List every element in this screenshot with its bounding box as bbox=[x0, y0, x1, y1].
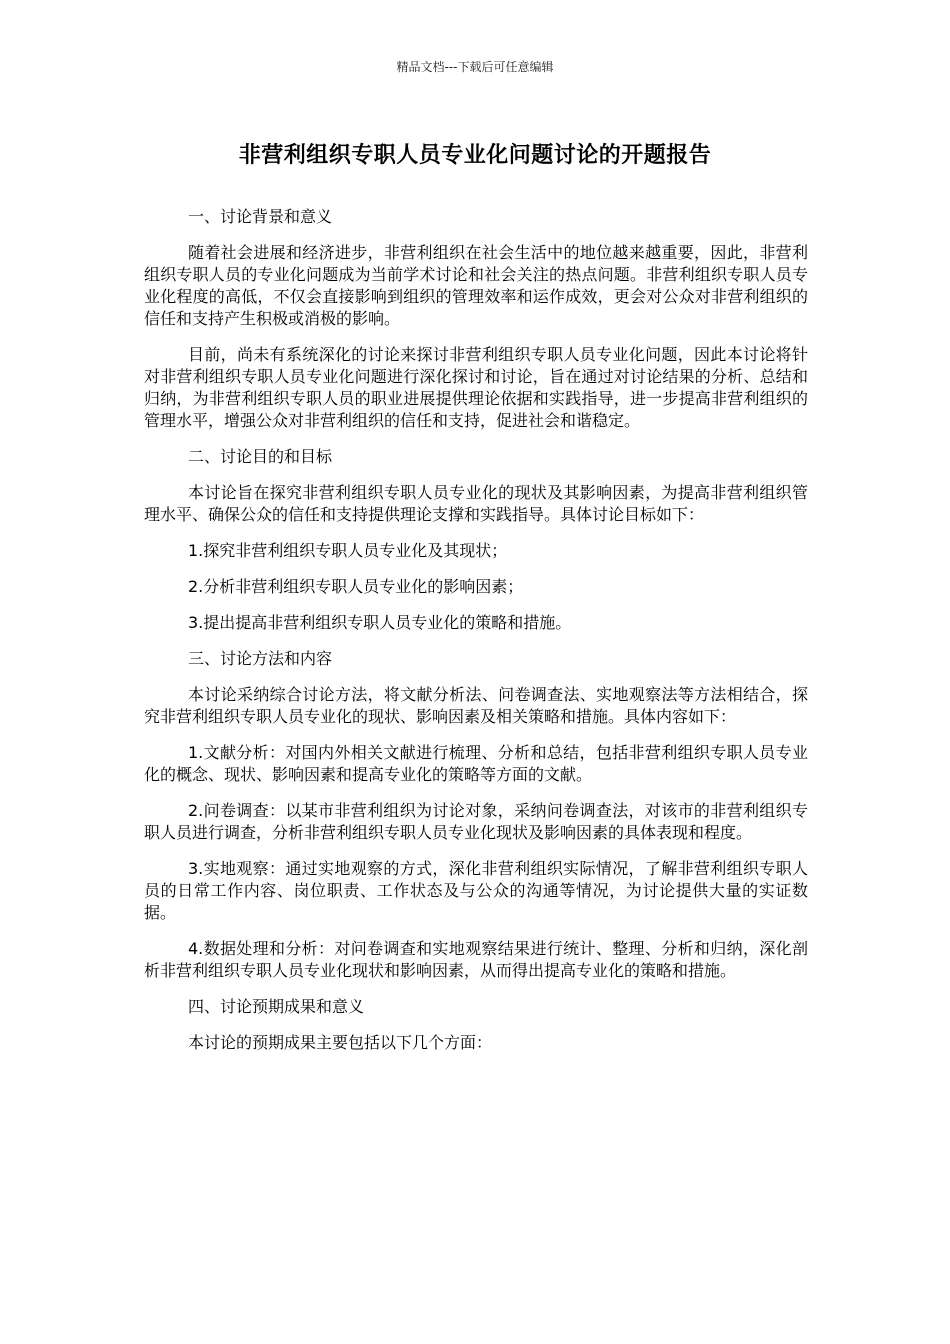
list-item: 2.分析非营利组织专职人员专业化的影响因素； bbox=[188, 577, 524, 596]
section-heading: 四、讨论预期成果和意义 bbox=[188, 997, 365, 1016]
list-item: 3.提出提高非营利组织专职人员专业化的策略和措施。 bbox=[188, 613, 572, 632]
paragraph: 随着社会进展和经济进步，非营利组织在社会生活中的地位越来越重要，因此，非营利组织专职人员的专业化问题成为当前学术讨论和社会关注的热点问题。非营利组织专职人员专业化程度的高低，不仅会直接影响到组织的管理效率和运作成效，更会对公众对非营利组织的信任和支持产生积极或消极的影响。 bbox=[144, 243, 808, 328]
paragraph: 目前，尚未有系统深化的讨论来探讨非营利组织专职人员专业化问题，因此本讨论将针对非营利组织专职人员专业化问题进行深化探讨和讨论，旨在通过对讨论结果的分析、总结和归纳，为非营利组织专职人员的职业进展提供理论依据和实践指导，进一步提高非营利组织的管理水平，增强公众对非营利组织的信任和支持，促进社会和谐稳定。 bbox=[144, 345, 808, 430]
list-item: 3.实地观察：通过实地观察的方式，深化非营利组织实际情况，了解非营利组织专职人员的日常工作内容、岗位职责、工作状态及与公众的沟通等情况，为讨论提供大量的实证数据。 bbox=[144, 859, 808, 922]
document-body bbox=[144, 206, 808, 1068]
header-note: 精品文档---下载后可任意编辑 bbox=[396, 60, 554, 74]
section-heading: 一、讨论背景和意义 bbox=[188, 207, 333, 226]
list-item: 1.探究非营利组织专职人员专业化及其现状； bbox=[188, 541, 508, 560]
list-item: 1.文献分析：对国内外相关文献进行梳理、分析和总结，包括非营利组织专职人员专业化的概念、现状、影响因素和提高专业化的策略等方面的文献。 bbox=[144, 743, 808, 784]
document-title: 非营利组织专职人员专业化问题讨论的开题报告 bbox=[238, 143, 712, 168]
paragraph: 本讨论采纳综合讨论方法，将文献分析法、问卷调查法、实地观察法等方法相结合，探究非营利组织专职人员专业化的现状、影响因素及相关策略和措施。具体内容如下： bbox=[144, 685, 808, 726]
paragraph: 本讨论的预期成果主要包括以下几个方面： bbox=[188, 1033, 493, 1052]
paragraph: 本讨论旨在探究非营利组织专职人员专业化的现状及其影响因素，为提高非营利组织管理水平、确保公众的信任和支持提供理论支撑和实践指导。具体讨论目标如下： bbox=[144, 483, 808, 524]
section-heading: 三、讨论方法和内容 bbox=[188, 649, 333, 668]
section-heading: 二、讨论目的和目标 bbox=[188, 447, 333, 466]
list-item: 4.数据处理和分析：对问卷调查和实地观察结果进行统计、整理、分析和归纳，深化剖析非营利组织专职人员专业化现状和影响因素，从而得出提高专业化的策略和措施。 bbox=[144, 939, 808, 980]
list-item: 2.问卷调查：以某市非营利组织为讨论对象，采纳问卷调查法，对该市的非营利组织专职人员进行调查，分析非营利组织专职人员专业化现状及影响因素的具体表现和程度。 bbox=[144, 801, 808, 842]
